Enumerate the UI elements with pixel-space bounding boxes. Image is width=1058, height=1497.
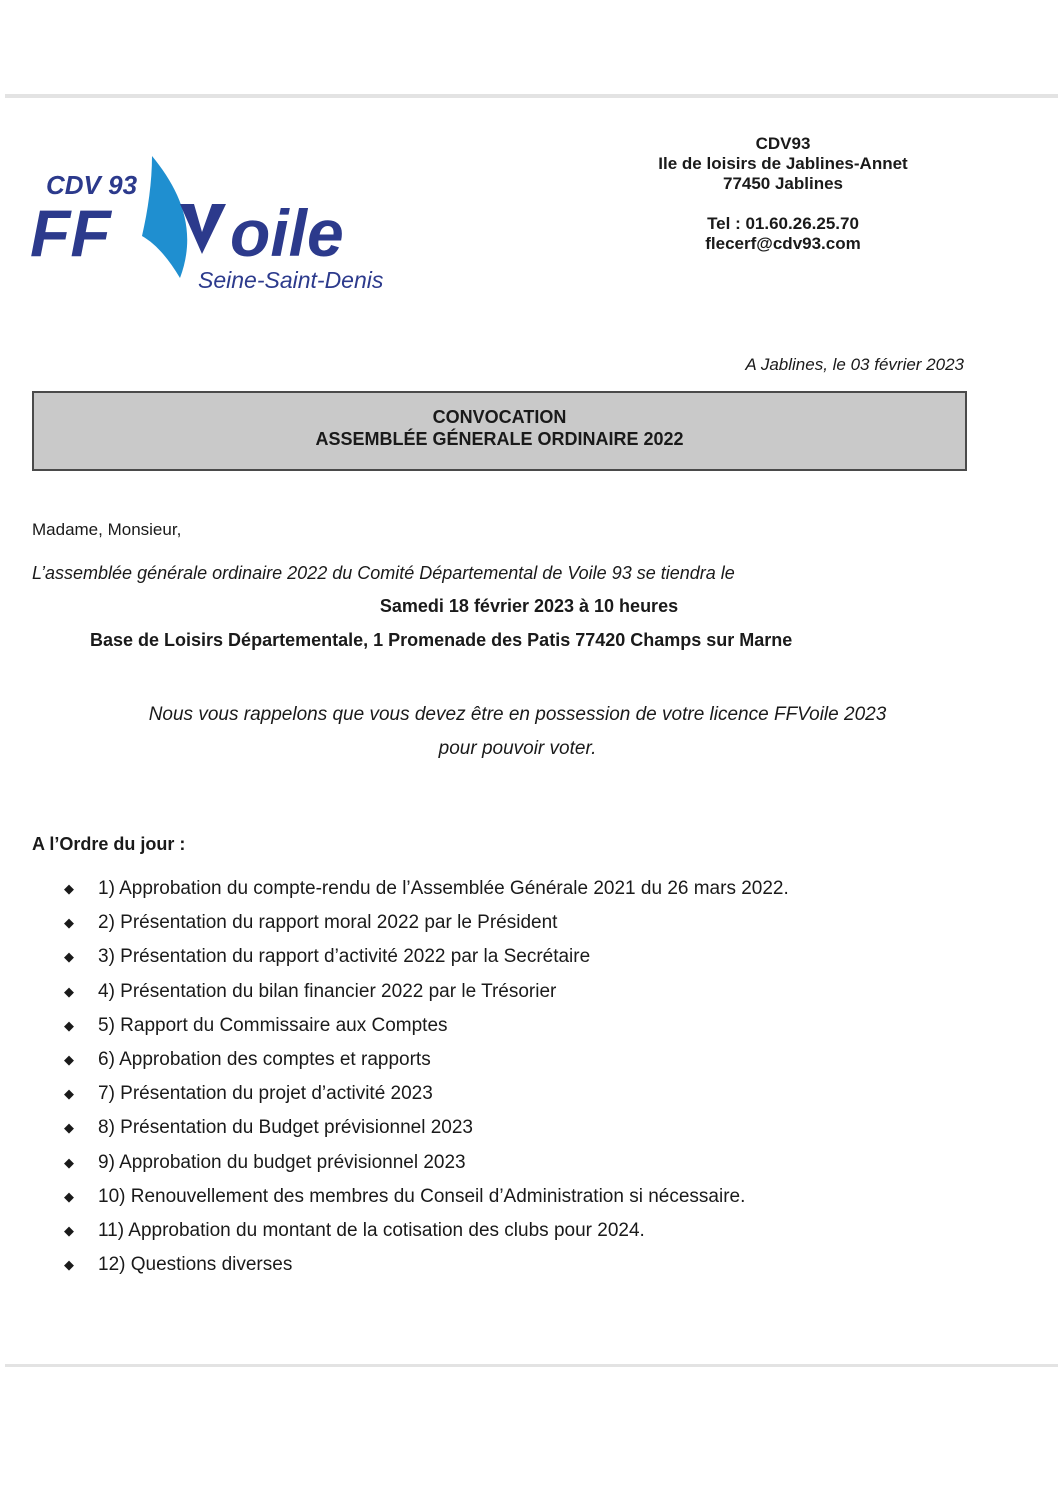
agenda-item-text: 10) Renouvellement des membres du Conseil d’Administration si nécessaire. xyxy=(98,1185,746,1207)
title-box xyxy=(32,391,967,471)
bullet-icon: ◆ xyxy=(64,949,74,965)
bullet-icon: ◆ xyxy=(64,1120,74,1136)
bullet-icon: ◆ xyxy=(64,881,74,896)
top-divider xyxy=(5,94,1058,98)
event-place: Base de Loisirs Départementale, 1 Promenade des Patis 77420 Champs sur Marne xyxy=(90,630,793,650)
bullet-icon: ◆ xyxy=(64,1222,74,1238)
bullet-icon: ◆ xyxy=(64,1188,74,1204)
place-and-date: A Jablines, le 03 février 2023 xyxy=(745,355,964,374)
logo-main-text-right: oile xyxy=(230,196,344,270)
list-item xyxy=(62,975,789,1009)
list-item xyxy=(62,872,789,906)
agenda-item-text: 3) Présentation du rapport d’activité 2022 par la Secrétaire xyxy=(98,946,591,968)
intro-text: L’assemblée générale ordinaire 2022 du Comité Départemental de Voile 93 se tiendra le xyxy=(32,563,735,583)
list-item xyxy=(62,1248,789,1282)
agenda-item-text: 11) Approbation du montant de la cotisation des clubs pour 2024. xyxy=(98,1219,645,1241)
license-reminder xyxy=(60,698,975,766)
list-item xyxy=(62,1077,789,1111)
event-date: Samedi 18 février 2023 à 10 heures xyxy=(379,596,679,616)
agenda-title: A l’Ordre du jour : xyxy=(32,834,186,854)
sender-address xyxy=(608,134,958,254)
bullet-icon: ◆ xyxy=(64,1257,74,1273)
list-item xyxy=(62,1214,789,1248)
bullet-icon: ◆ xyxy=(64,1086,74,1102)
agenda-item-text: 8) Présentation du Budget prévisionnel 2023 xyxy=(98,1117,473,1139)
bullet-icon: ◆ xyxy=(64,1154,74,1170)
list-item xyxy=(62,1009,789,1043)
sender-line1: Ile de loisirs de Jablines-Annet xyxy=(658,154,908,173)
agenda-item-text: 7) Présentation du projet d’activité 2023 xyxy=(98,1083,433,1105)
list-item xyxy=(62,1111,789,1145)
bullet-icon: ◆ xyxy=(64,1051,74,1067)
sender-line2: 77450 Jablines xyxy=(722,174,844,193)
agenda-item-text: 5) Rapport du Commissaire aux Comptes xyxy=(98,1014,448,1036)
bottom-divider xyxy=(5,1364,1058,1367)
logo-top-text: CDV 93 xyxy=(46,170,138,200)
logo-sub-text: Seine-Saint-Denis xyxy=(198,267,384,293)
agenda-item-text: 2) Présentation du rapport moral 2022 par le Président xyxy=(98,912,558,934)
bullet-icon: ◆ xyxy=(64,983,74,999)
logo-main-text-left: FF xyxy=(30,196,111,270)
title-line1: CONVOCATION xyxy=(432,407,567,427)
sender-tel: Tel : 01.60.26.25.70 xyxy=(707,214,859,233)
bullet-icon: ◆ xyxy=(64,915,74,931)
agenda-item-text: 6) Approbation des comptes et rapports xyxy=(98,1048,431,1070)
list-item xyxy=(62,940,789,974)
list-item xyxy=(62,906,789,940)
ffvoile-logo xyxy=(30,150,430,300)
reminder-line2: pour pouvoir voter. xyxy=(438,738,597,759)
salutation: Madame, Monsieur, xyxy=(32,520,182,539)
reminder-line1: Nous vous rappelons que vous devez être en possession de votre licence FFVoile 2023 xyxy=(148,704,887,725)
sender-name: CDV93 xyxy=(755,134,811,153)
list-item xyxy=(62,1180,789,1214)
list-item xyxy=(62,1043,789,1077)
sender-email: flecerf@cdv93.com xyxy=(705,234,861,253)
agenda-item-text: 9) Approbation du budget prévisionnel 2023 xyxy=(98,1151,466,1173)
agenda-item-text: 1) Approbation du compte-rendu de l’Assemblée Générale 2021 du 26 mars 2022. xyxy=(98,878,789,899)
ffvoile-logo-graphic xyxy=(30,150,430,300)
list-item xyxy=(62,1146,789,1180)
agenda-item-text: 12) Questions diverses xyxy=(98,1254,293,1276)
agenda-list xyxy=(62,872,789,1282)
title-line2: ASSEMBLÉE GÉNERALE ORDINAIRE 2022 xyxy=(315,429,684,449)
bullet-icon: ◆ xyxy=(64,1017,74,1033)
agenda-item-text: 4) Présentation du bilan financier 2022 par le Trésorier xyxy=(98,980,557,1002)
